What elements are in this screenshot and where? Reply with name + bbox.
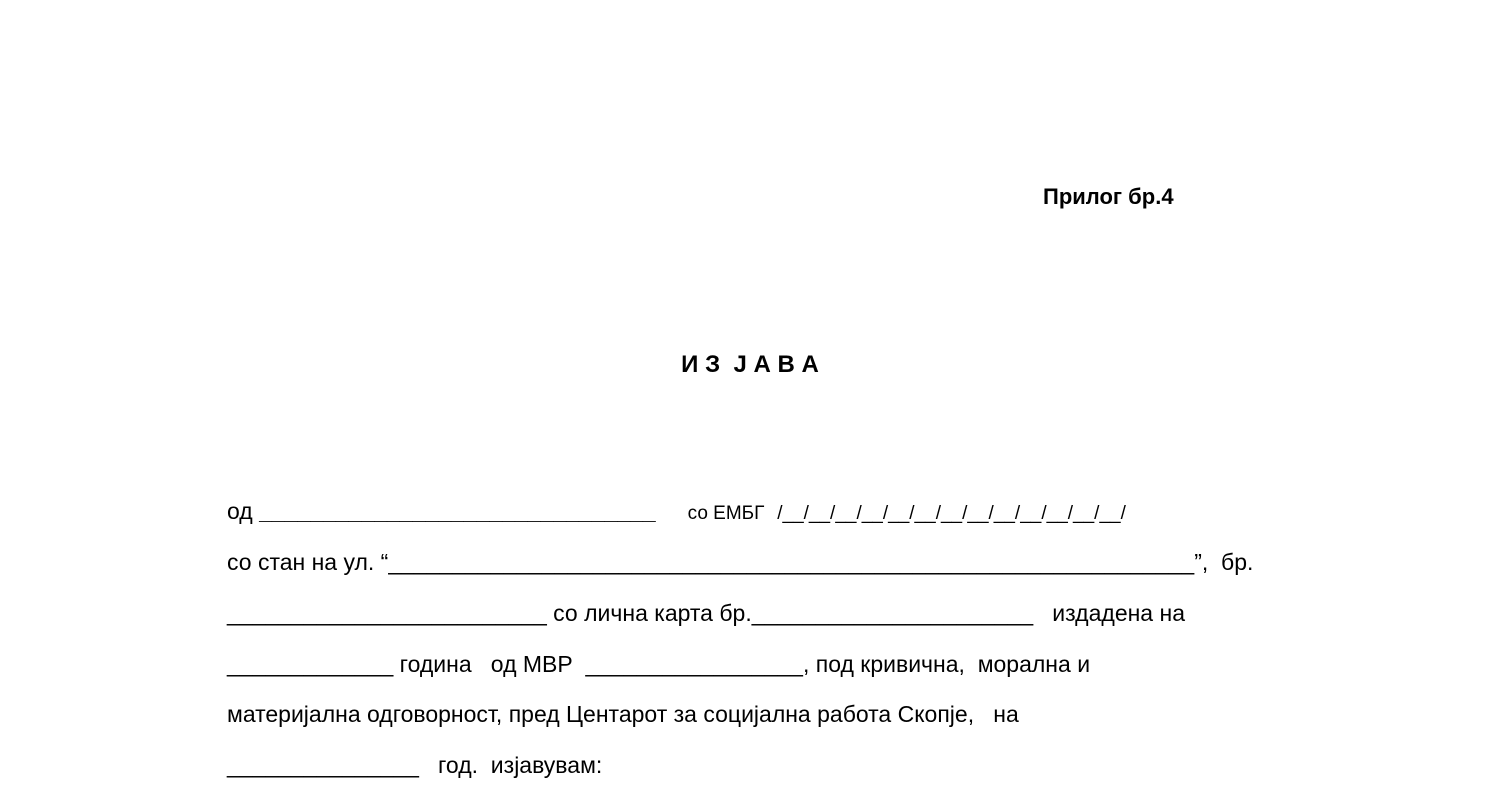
embg-boxes[interactable]: /__/__/__/__/__/__/__/__/__/__/__/__/__/ — [777, 503, 1126, 524]
declarant-line — [227, 497, 1126, 528]
name-blank[interactable]: _______________________________ — [259, 498, 656, 524]
address-line: со стан на ул. “_______________________________________________________________”, бр. — [227, 549, 1254, 575]
from-prefix: од — [227, 498, 260, 524]
declaration-line: _______________ год. изјавувам: — [227, 752, 603, 778]
responsibility-line: материјална одговорност, пред Центарот за социјална работа Скопје, на — [227, 701, 1019, 727]
annex-label: Прилог бр.4 — [1043, 184, 1174, 209]
issued-line: _____________ година од МВР _________________, под кривична, морална и — [227, 651, 1091, 677]
title-text: И З Ј А В А — [681, 351, 819, 378]
embg-label: со ЕМБГ — [687, 503, 765, 524]
document-title — [0, 351, 1500, 379]
id-card-line: _________________________ со лична карта бр.______________________ издадена на — [227, 600, 1185, 626]
